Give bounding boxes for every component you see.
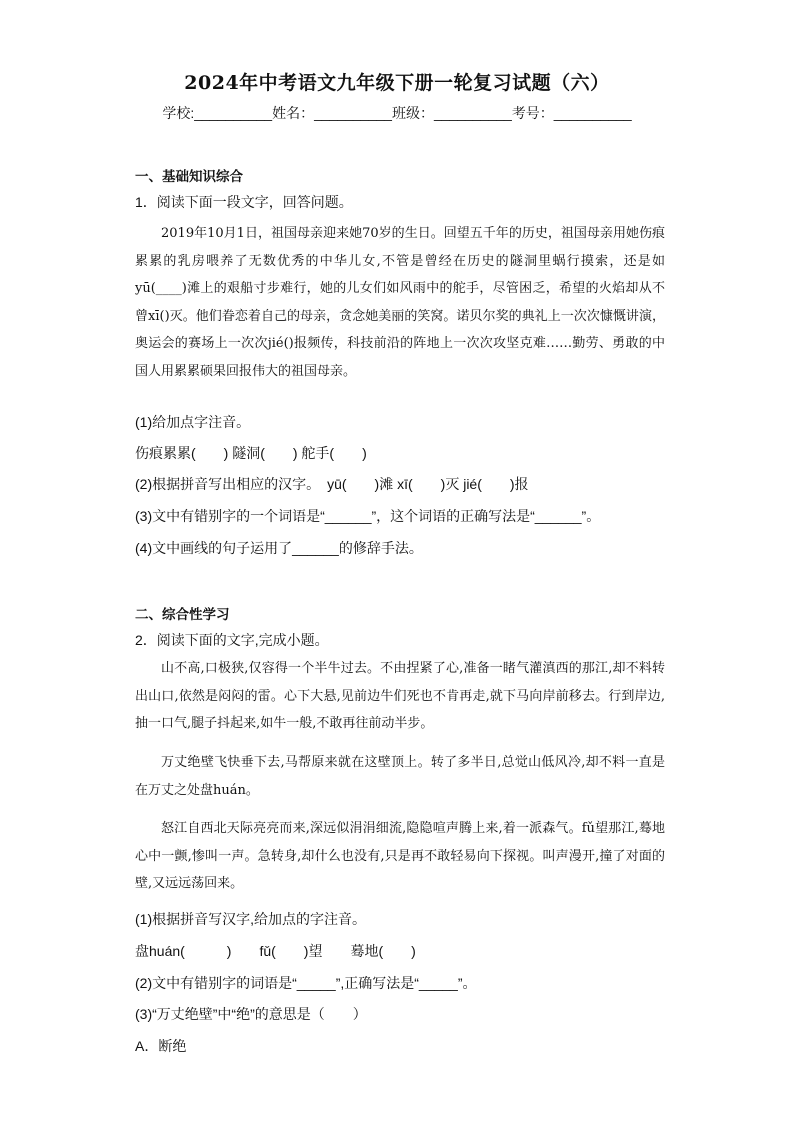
question-2-paragraph-1: 山不高,口极狭,仅容得一个半牛过去。不由捏紧了心,准备一睹气灌滇西的那江,却不料转出山口,依然是闷闷的雷。心下大悬,见前边牛们死也不肯再走,就下马向岸前移去。行到岸边,抽一口气,腿子抖起来,如牛一般,不敢再往前动半步。 [135, 661, 665, 732]
question-2-part-3: (3)“万丈绝壁”中“绝”的意思是（ ） [135, 1006, 367, 1022]
question-2-option-a: A．断绝 [135, 1038, 187, 1054]
section-heading-integrated: 二、综合性学习 [135, 607, 230, 622]
question-2-paragraph-2: 万丈绝壁飞快垂下去,马帮原来就在这壁顶上。转了多半日,总觉山低风冷,却不料一直是在万丈之处盘huán。 [135, 755, 665, 798]
question-1-part-1: (1)给加点字注音。 [135, 414, 251, 430]
question-2-part-2: (2)文中有错别字的词语是“_____”,正确写法是“_____”。 [135, 975, 477, 991]
student-info-line: 学校:__________姓名：__________班级：__________考号：__________ [162, 105, 632, 121]
question-1-passage: 2019年10月1日，祖国母亲迎来她70岁的生日。回望五千年的历史，祖国母亲用她伤痕累累的乳房喂养了无数优秀的中华儿女,不管是曾经在历史的隧洞里蜗行摸索，还是如yū(____)滩上的艰船寸步难行，她的儿女们如风雨中的舵手，尽管困乏，希望的火焰却从不曾xī()灭。他们眷恋着自己的母亲，贪念她美丽的笑窝。诺贝尔奖的典礼上一次次慷慨讲演，奥运会的赛场上一次次jié()报频传，科技前沿的阵地上一次次攻坚克难……勤劳、勇敢的中国人用累累硕果回报伟大的祖国母亲。 [135, 226, 665, 379]
question-1-part-2: (2)根据拼音写出相应的汉字。 yū( )滩 xī( )灭 jié( )报 [135, 476, 529, 492]
section-heading-basic: 一、基础知识综合 [135, 169, 243, 184]
question-1-part-3: (3)文中有错别字的一个词语是“______”，这个词语的正确写法是“______”。 [135, 508, 601, 524]
question-2-part-1-items: 盘huán( ) fǔ( )望 蓦地( ) [135, 943, 416, 959]
question-2-stem: 2．阅读下面的文字,完成小题。 [135, 632, 329, 648]
question-1-stem: 1．阅读下面一段文字，回答问题。 [135, 194, 353, 210]
question-2-paragraph-3: 怒江自西北天际亮亮而来,深远似涓涓细流,隐隐喧声腾上来,着一派森气。fǔ望那江,蓦地心中一颤,惨叫一声。急转身,却什么也没有,只是再不敢轻易向下探视。叫声漫开,撞了对面的壁,又远远荡回来。 [135, 821, 665, 892]
question-1-part-1-items: 伤痕累累( ) 隧洞( ) 舵手( ) [135, 445, 367, 461]
question-2-part-1: (1)根据拼音写汉字,给加点的字注音。 [135, 911, 366, 927]
page-title: 2024年中考语文九年级下册一轮复习试题（六） [184, 72, 610, 94]
question-1-part-4: (4)文中画线的句子运用了______的修辞手法。 [135, 540, 423, 556]
